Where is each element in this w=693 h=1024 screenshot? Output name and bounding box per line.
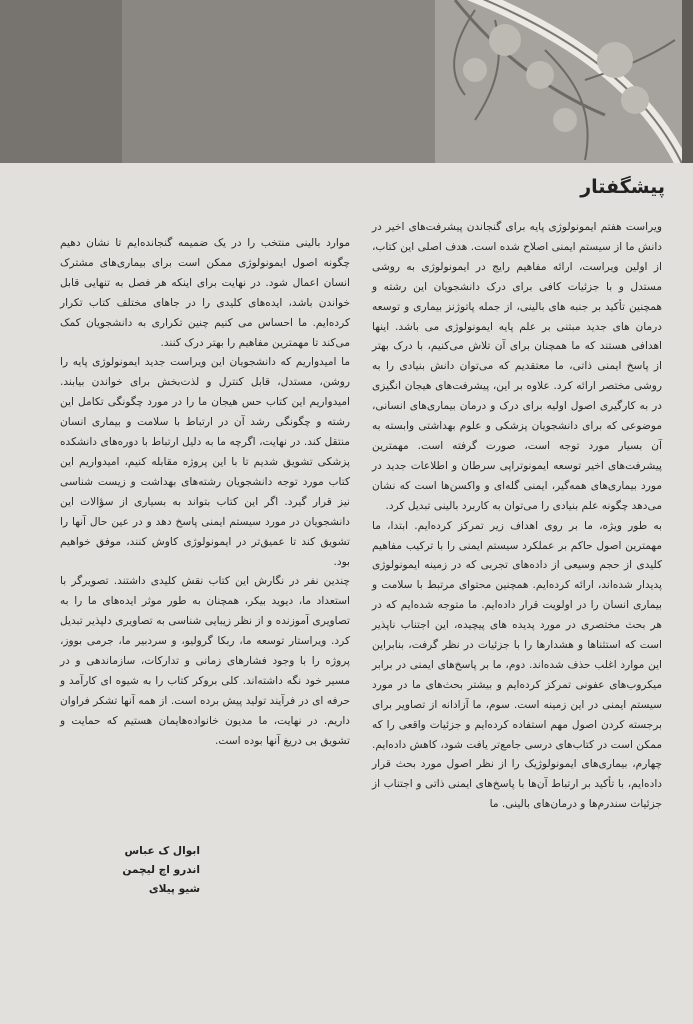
author-name: اندرو اچ لیچمن: [122, 864, 200, 876]
text-column-right: [372, 218, 662, 815]
paragraph: ویراست هفتم ایمونولوژی پایه برای گنجاندن پیشرفت‌های اخیر در دانش ما از سیستم ایمنی اصلاح شده است. هدف اصلی این کتاب، از اولین ویراست، ارائه مفاهیم رایج در ایمونولوژی به روشی مستدل و با جزئیات کافی برای درک دانشجویان این رشته و همچنین تأکید بر جنبه های بالینی، از جمله پاتوژنز بیماری و توسعه درمان های جدید مبتنی بر علم پایه ایمونولوژی می باشد. اینها اهدافی هستند که ما همچنان برای آن تلاش می‌کنیم، با درک بهتر از پاسخ ایمنی ذاتی، ما معتقدیم که می‌توان دانش بنیادی را به روشی مختصر ارائه کرد. علاوه بر این، پیشرفت‌های هیجان انگیزی در به کارگیری اصول اولیه برای درک و درمان بیماری‌های انسانی، موضوعی که برای دانشجویان پزشکی و علوم بهداشتی وابسته به آن بسیار مورد توجه است، صورت گرفته است. مهمترین پیشرفت‌های اخیر توسعه ایمونوتراپی سرطان و اطلاعات جدید در مورد بیماری‌های همه‌گیر، ایمنی گله‌ای و واکسن‌ها است که نشان می‌دهد چگونه علم بنیادی را می‌توان به کاربرد بالینی تبدیل کرد.: [372, 221, 662, 512]
paragraph: موارد بالینی منتخب را در یک ضمیمه گنجانده‌ایم تا نشان دهیم چگونه اصول ایمونولوژی ممکن است برای بیماری‌های مشترک انسان اعمال شود. در نهایت برای اینکه هر فصل به تنهایی قابل خواندن باشد، ایده‌های کلیدی را در جاهای مختلف کتاب تکرار کرده‌ایم. ما احساس می کنیم چنین تکراری به دانشجویان کمک می‌کند تا مهمترین مفاهیم را بهتر درک کنند.: [60, 237, 350, 349]
banner-panel-middle: [122, 0, 435, 163]
page-title: پیشگفتار: [580, 176, 665, 198]
paragraph: ما امیدواریم که دانشجویان این ویراست جدید ایمونولوژی پایه را روشن، مستدل، قابل کنترل و لذت‌بخش برای خواندن بیابند. امیدواریم این کتاب حس هیجان ما را در مورد چگونگی تکامل این رشته و چگونگی رشد آن در ارتباط با سلامت و بیماری انسان منتقل کند. در نهایت، اگرچه ما به دلیل ارتباط با دوره‌های دانشکده پزشکی تشویق شدیم تا با این پروژه مقابله کنیم، امیدواریم این کتاب مورد توجه دانشجویان رشته‌های بهداشت و زیست شناسی نیز قرار گیرد. اگر این کتاب بتواند به بسیاری از سؤالات این دانشجویان در مورد سیستم ایمنی پاسخ دهد و در عین حال آنها را تشویق کند تا عمیق‌تر در ایمونولوژی کاوش کنند، موفق خواهیم بود.: [60, 356, 350, 568]
banner-panel-left: [0, 0, 122, 163]
text-column-left: [60, 234, 350, 752]
leaf-illustration: [435, 0, 682, 163]
author-name: ابوال ک عباس: [124, 845, 200, 857]
leaf-icon: [435, 0, 682, 163]
authors-signature: [80, 842, 200, 899]
cover-banner: [0, 0, 693, 163]
paragraph: به طور ویژه، ما بر روی اهداف زیر تمرکز کرده‌ایم. ابتدا، ما مهمترین اصول حاکم بر عملکرد سیستم ایمنی را با ترکیب مفاهیم کلیدی از حجم وسیعی از داده‌های تجربی که در زمینه ایمونولوژی پدیدار شده‌اند، ارائه کرده‌ایم. همچنین محتوای مرتبط با سلامت و بیماری انسان را در اولویت قرار داده‌ایم. ما متوجه شده‌ایم که در هر بحث مختصری در مورد پدیده های پیچیده، این اجتناب ناپذیر است که استثناها و هشدارها را با جزئیات در نظر گرفت، بنابراین این موارد اغلب حذف شده‌اند. دوم، ما بر پاسخ‌های ایمنی در برابر میکروب‌های عفونی تمرکز کرده‌ایم و بیشتر بحث‌های ما در مورد سیستم ایمنی در این زمینه است. سوم، ما آزادانه از تصاویر برای برجسته کردن اصول مهم استفاده کرده‌ایم و جزئیات واقعی را که ممکن است در کتاب‌های درسی جامع‌تر یافت شود، کاهش داده‌ایم. چهارم، بیماری‌های ایمونولوژیک را از نظر اصول مورد بحث قرار داده‌ایم، با تأکید بر ارتباط آن‌ها با پاسخ‌های ایمنی ذاتی و اجتناب از جزئیات سندرم‌ها و درمان‌های بالینی. ما: [372, 519, 662, 811]
banner-edge: [682, 0, 693, 163]
paragraph: چندین نفر در نگارش این کتاب نقش کلیدی داشتند. تصویرگر با استعداد ما، دیوید بیکر، همچنان به طور موثر ایده‌های ما را به تصاویری آموزنده و از نظر زیبایی شناسی به تصاویری دلپذیر تبدیل کرد. ویراستار توسعه ما، ربکا گرولیو، و سردبیر ما، جرمی بووز، پروژه را با وجود فشارهای زمانی و تدارکات، سازماندهی و در مسیر خود نگه داشته‌اند. کلی بروکر کتاب را به شیوه ای کارآمد و حرفه ای در فرآیند تولید پیش برده است. از همه آنها تشکر فراوان داریم. در نهایت، ما مدیون خانواده‌هایمان هستیم که حمایت و تشویق بی دریغ آنها بوده است.: [60, 575, 350, 747]
author-name: شیو پیلای: [148, 883, 200, 895]
